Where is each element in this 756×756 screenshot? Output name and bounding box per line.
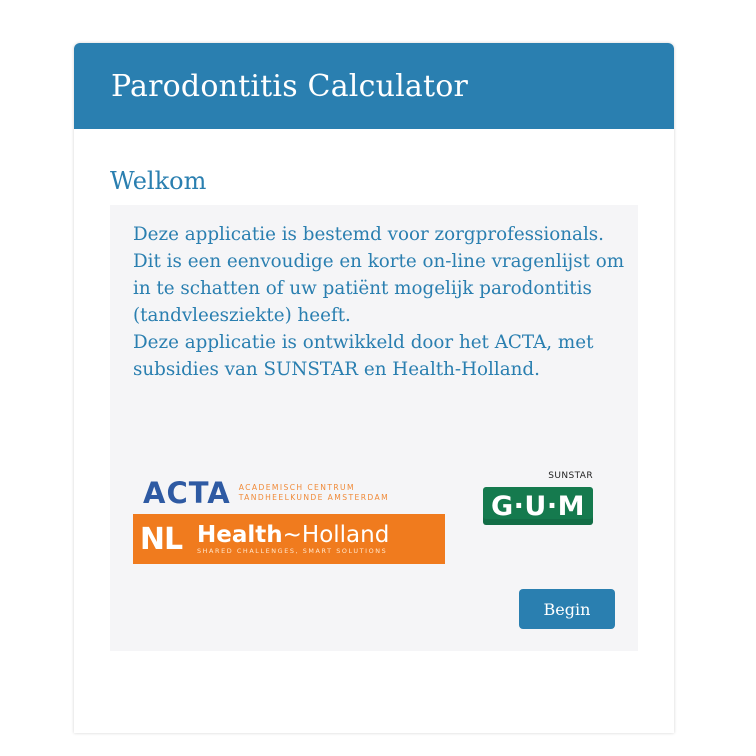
- card-header: [74, 43, 674, 129]
- acta-logo-subtitle: [239, 483, 389, 503]
- credits-paragraph: Deze applicatie is ontwikkeld door het ACTA, met subsidies van SUNSTAR en Health-Holland.: [133, 332, 594, 380]
- health-holland-logo: [133, 514, 445, 564]
- gum-badge: [483, 487, 593, 525]
- health-holland-name-sep: ~: [282, 521, 302, 548]
- nl-mark: NL: [139, 521, 183, 557]
- info-text: [133, 221, 625, 383]
- health-holland-name-part2: Holland: [301, 521, 390, 548]
- welcome-heading: Welkom: [110, 167, 207, 195]
- begin-button[interactable]: Begin: [519, 589, 615, 629]
- app-title: Parodontitis Calculator: [111, 68, 469, 104]
- health-holland-tagline: SHARED CHALLENGES, SMART SOLUTIONS: [197, 546, 388, 555]
- health-holland-name: [197, 523, 389, 547]
- acta-logo: [143, 473, 443, 513]
- intro-paragraph: Deze applicatie is bestemd voor zorgprofessionals. Dit is een eenvoudige en korte on-line vragenlijst om in te schatten of uw patiënt mogelijk parodontitis (tandvleesziekte) heeft.: [133, 224, 625, 326]
- acta-sub-line2: TANDHEELKUNDE AMSTERDAM: [238, 493, 390, 502]
- acta-sub-line1: ACADEMISCH CENTRUM: [238, 483, 355, 492]
- acta-logo-wordmark: ACTA: [143, 476, 231, 510]
- sunstar-gum-logo: [483, 469, 605, 529]
- info-panel: [110, 205, 638, 651]
- gum-wordmark: G·U·M: [491, 490, 585, 522]
- sunstar-wordmark: SUNSTAR: [548, 471, 593, 481]
- health-holland-wordmark: [197, 523, 389, 556]
- calculator-card: [74, 43, 674, 733]
- health-holland-name-part1: Health: [197, 521, 283, 548]
